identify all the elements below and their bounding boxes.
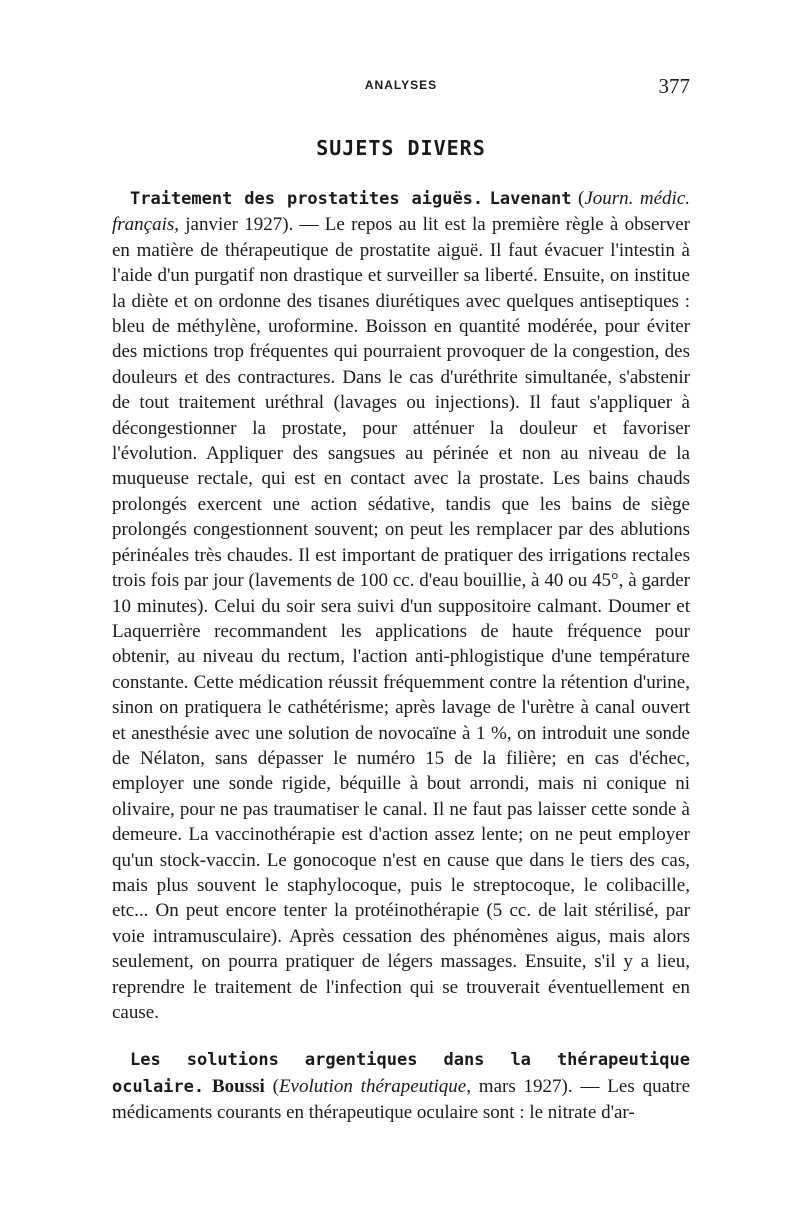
article-date: janvier 1927). <box>179 214 294 236</box>
article-date: mars 1927). <box>470 1075 573 1097</box>
article-author: Boussi <box>211 1075 265 1097</box>
running-title: ANALYSES <box>364 78 438 92</box>
page-number: 377 <box>658 74 690 98</box>
article-source: Journ. médic. français, <box>112 188 691 236</box>
source-open: ( <box>264 1075 279 1097</box>
source-open: ( <box>571 188 585 209</box>
article-body: — Les quatre médicaments courants en thérapeutique oculaire sont : le nitrate d'ar- <box>112 1075 691 1124</box>
article-prostatites <box>112 186 690 1025</box>
running-header <box>112 72 690 104</box>
document-page <box>112 72 690 1126</box>
section-title: SUJETS DIVERS <box>316 136 486 160</box>
article-author: Lavenant <box>489 189 572 209</box>
article-body: — Le repos au lit est la première règle à observer en matière de thérapeutique de prostatite aiguë. Il faut évacuer l'intestin à l'aide d'un purgatif non drastique et surveiller sa liberté. Ensuite, on institue la diète et on ordonne des tisanes diurétiques avec quelques antiseptiques : bleu de méthylène, uroformine. Boisson en quantité modérée, pour éviter des mictions trop fréquentes qui pourraient provoquer de la congestion, des douleurs et des contractures. Dans le cas d'uréthrite simultanée, s'abstenir de tout traitement uréthral (lavages ou injections). Il faut s'appliquer à décongestionner la prostate, pour atténuer la douleur et favoriser l'évolution. Appliquer des sangsues au périnée et non au niveau de la muqueuse rectale, qui est en contact avec la prostate. Les bains chauds prolongés exercent une action sédative, tandis que les bains de siège prolongés congestionnent souvent; on peut les remplacer par des ablutions périnéales très chaudes. Il est important de pratiquer des irrigations rectales trois fois par jour (lavements de 100 cc. d'eau bouillie, à 40 ou 45°, à garder 10 minutes). Celui du soir sera suivi d'un suppositoire calmant. Doumer et Laquerrière recommandent les applications de haute fréquence pour obtenir, au niveau du rectum, l'action anti-phlogistique d'une température constante. Cette médication réussit fréquemment contre la rétention d'urine, sinon on pratiquera le cathétérisme; après lavage de l'urètre à canal ouvert et anesthésie avec une solution de novocaïne à 1 %, on introduit une sonde de Nélaton, sans dépasser le numéro 15 de la filière; en cas d'échec, employer une sonde rigide, béquille à bout arrondi, mais ni conique ni olivaire, pour ne pas traumatiser le canal. Il ne faut pas laisser cette sonde à demeure. La vaccinothérapie est d'action assez lente; on ne peut employer qu'un stock-vaccin. Le gonocoque n'est en cause que dans le tiers des cas, mais plus souvent le staphylocoque, puis le streptocoque, le colibacille, etc... On peut encore tenter la protéinothérapie (5 cc. de lait stérilisé, par voie intramusculaire). Après cessation des phénomènes aigus, mais alors seulement, on pourra pratiquer de légers massages. Ensuite, s'il y a lieu, reprendre le traitement de l'infection qui se trouverait éventuellement en cause. <box>112 214 690 1023</box>
article-title: Traitement des prostatites aiguës. <box>130 189 484 209</box>
article-source: Evolution thérapeutique, <box>278 1075 471 1097</box>
article-solutions-argentiques <box>112 1047 690 1125</box>
article-title: Les solutions argentiques dans la thérapeutique oculaire. <box>112 1050 690 1097</box>
